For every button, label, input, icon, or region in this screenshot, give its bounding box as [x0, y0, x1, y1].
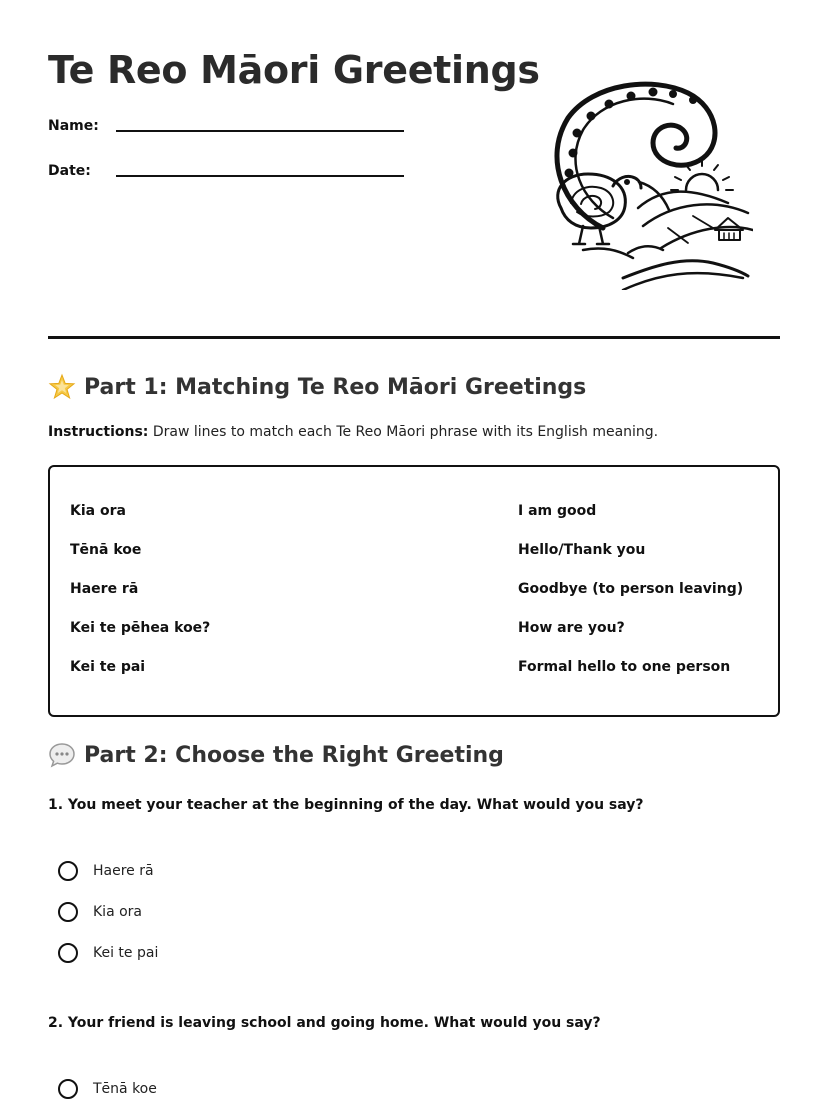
question-1: 1. You meet your teacher at the beginning of the day. What would you say?	[48, 797, 644, 813]
english-meaning[interactable]: Hello/Thank you	[518, 542, 646, 558]
name-write-line[interactable]	[116, 130, 404, 132]
instructions-label: Instructions:	[48, 424, 149, 440]
speech-bubble-icon	[48, 741, 76, 769]
english-meaning[interactable]: Formal hello to one person	[518, 659, 731, 675]
date-field-row	[48, 163, 408, 189]
english-meaning[interactable]: I am good	[518, 503, 597, 519]
maori-phrase[interactable]: Haere rā	[70, 581, 139, 597]
option-label: Tēnā koe	[93, 1080, 157, 1097]
radio-button[interactable]	[58, 861, 78, 881]
option-label: Kei te pai	[93, 944, 159, 961]
answer-option[interactable]	[58, 850, 158, 891]
maori-phrase[interactable]: Tēnā koe	[70, 542, 142, 558]
name-label: Name:	[48, 118, 99, 134]
maori-phrase-column	[70, 503, 210, 698]
radio-button[interactable]	[58, 902, 78, 922]
part2-heading-text: Part 2: Choose the Right Greeting	[84, 742, 504, 768]
date-label: Date:	[48, 163, 91, 179]
kiwi-koru-illustration	[543, 78, 753, 290]
star-icon	[48, 373, 76, 401]
radio-button[interactable]	[58, 943, 78, 963]
answer-option[interactable]	[58, 1068, 157, 1109]
page-title: Te Reo Māori Greetings	[48, 48, 540, 92]
matching-box	[48, 465, 780, 717]
english-meaning-column	[518, 503, 743, 698]
header-divider	[48, 336, 780, 339]
part1-instructions	[48, 424, 658, 440]
part1-heading-text: Part 1: Matching Te Reo Māori Greetings	[84, 374, 587, 400]
radio-button[interactable]	[58, 1079, 78, 1099]
answer-option[interactable]	[58, 891, 158, 932]
name-field-row	[48, 118, 408, 144]
option-label: Haere rā	[93, 862, 154, 879]
option-label: Kia ora	[93, 903, 142, 920]
maori-phrase[interactable]: Kei te pai	[70, 659, 146, 675]
part2-heading	[48, 741, 504, 769]
instructions-text: Draw lines to match each Te Reo Māori phrase with its English meaning.	[152, 424, 659, 440]
question-2: 2. Your friend is leaving school and going home. What would you say?	[48, 1015, 601, 1031]
english-meaning[interactable]: How are you?	[518, 620, 625, 636]
answer-option[interactable]	[58, 932, 158, 973]
date-write-line[interactable]	[116, 175, 404, 177]
english-meaning[interactable]: Goodbye (to person leaving)	[518, 581, 744, 597]
maori-phrase[interactable]: Kia ora	[70, 503, 126, 519]
question-2-options	[58, 1068, 157, 1109]
part1-heading	[48, 373, 586, 401]
maori-phrase[interactable]: Kei te pēhea koe?	[70, 620, 211, 636]
question-1-options	[58, 850, 158, 973]
